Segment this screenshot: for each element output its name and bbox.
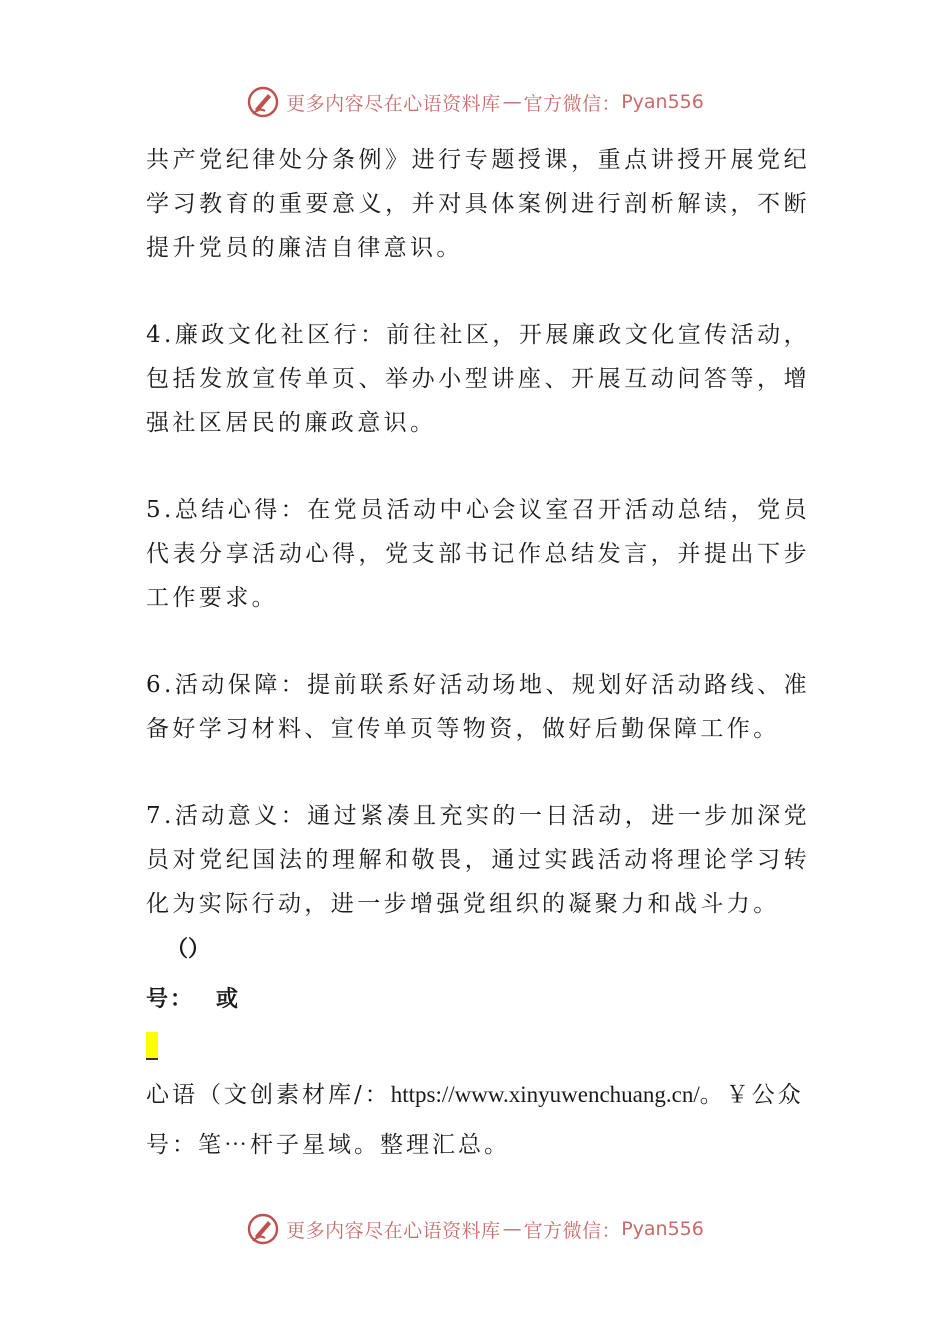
paragraph-item-7: 7.活动意义：通过紧凑且充实的一日活动，进一步加深党员对党纪国法的理解和敬畏，通过实践活动将理论学习转化为实际行动，进一步增强党组织的凝聚力和战斗力。 — [146, 803, 810, 917]
paragraph-item-6: 6.活动保障：提前联系好活动场地、规划好活动路线、准备好学习材料、宣传单页等物资，做好后勤保障工作。 — [146, 672, 810, 742]
highlight-mark — [146, 1032, 158, 1060]
header-banner — [0, 84, 950, 120]
banner-text: 更多内容尽在心语资料库 — [286, 1219, 501, 1242]
banner-separator: — — [502, 91, 522, 113]
banner-wechat-label: 官方微信： — [523, 92, 622, 115]
paragraph-intro: 共产党纪律处分条例》进行专题授课，重点讲授开展党纪学习教育的重要意义，并对具体案例进行剖析解读，不断提升党员的廉洁自律意识。 — [146, 147, 810, 261]
pen-circle-logo-icon — [246, 85, 280, 119]
highlight-row — [146, 1022, 810, 1068]
pen-circle-logo-icon — [246, 1212, 280, 1246]
source-url[interactable]: https://www.xinyuwenchuang.cn/ — [390, 1082, 700, 1107]
banner-wechat-id: Pyan556 — [621, 91, 704, 113]
paragraph-item-4: 4.廉政文化社区行：前往社区，开展廉政文化宣传活动，包括发放宣传单页、举办小型讲座、开展互动问答等，增强社区居民的廉政意识。 — [146, 322, 810, 436]
hao-value: 或 — [216, 987, 241, 1012]
banner-text: 更多内容尽在心语资料库 — [286, 92, 501, 115]
banner-wechat-id: Pyan556 — [621, 1218, 704, 1240]
source-prefix: 心语（文创素材库/： — [146, 1082, 391, 1108]
banner-wechat-label: 官方微信： — [523, 1219, 622, 1242]
footer-banner — [0, 1211, 950, 1247]
paragraph-item-5: 5.总结心得：在党员活动中心会议室召开活动总结，党员代表分享活动心得，党支部书记作总结发言，并提出下步工作要求。 — [146, 497, 810, 611]
document-body — [146, 138, 810, 1170]
source-info — [146, 1070, 810, 1170]
empty-brackets: （） — [166, 937, 211, 962]
banner-separator: — — [502, 1218, 522, 1240]
hao-label: 号： — [146, 987, 195, 1012]
source-suffix: 。￥公众号：笔⋯杆子星域。整理汇总。 — [146, 1082, 804, 1158]
hao-line — [146, 978, 810, 1022]
